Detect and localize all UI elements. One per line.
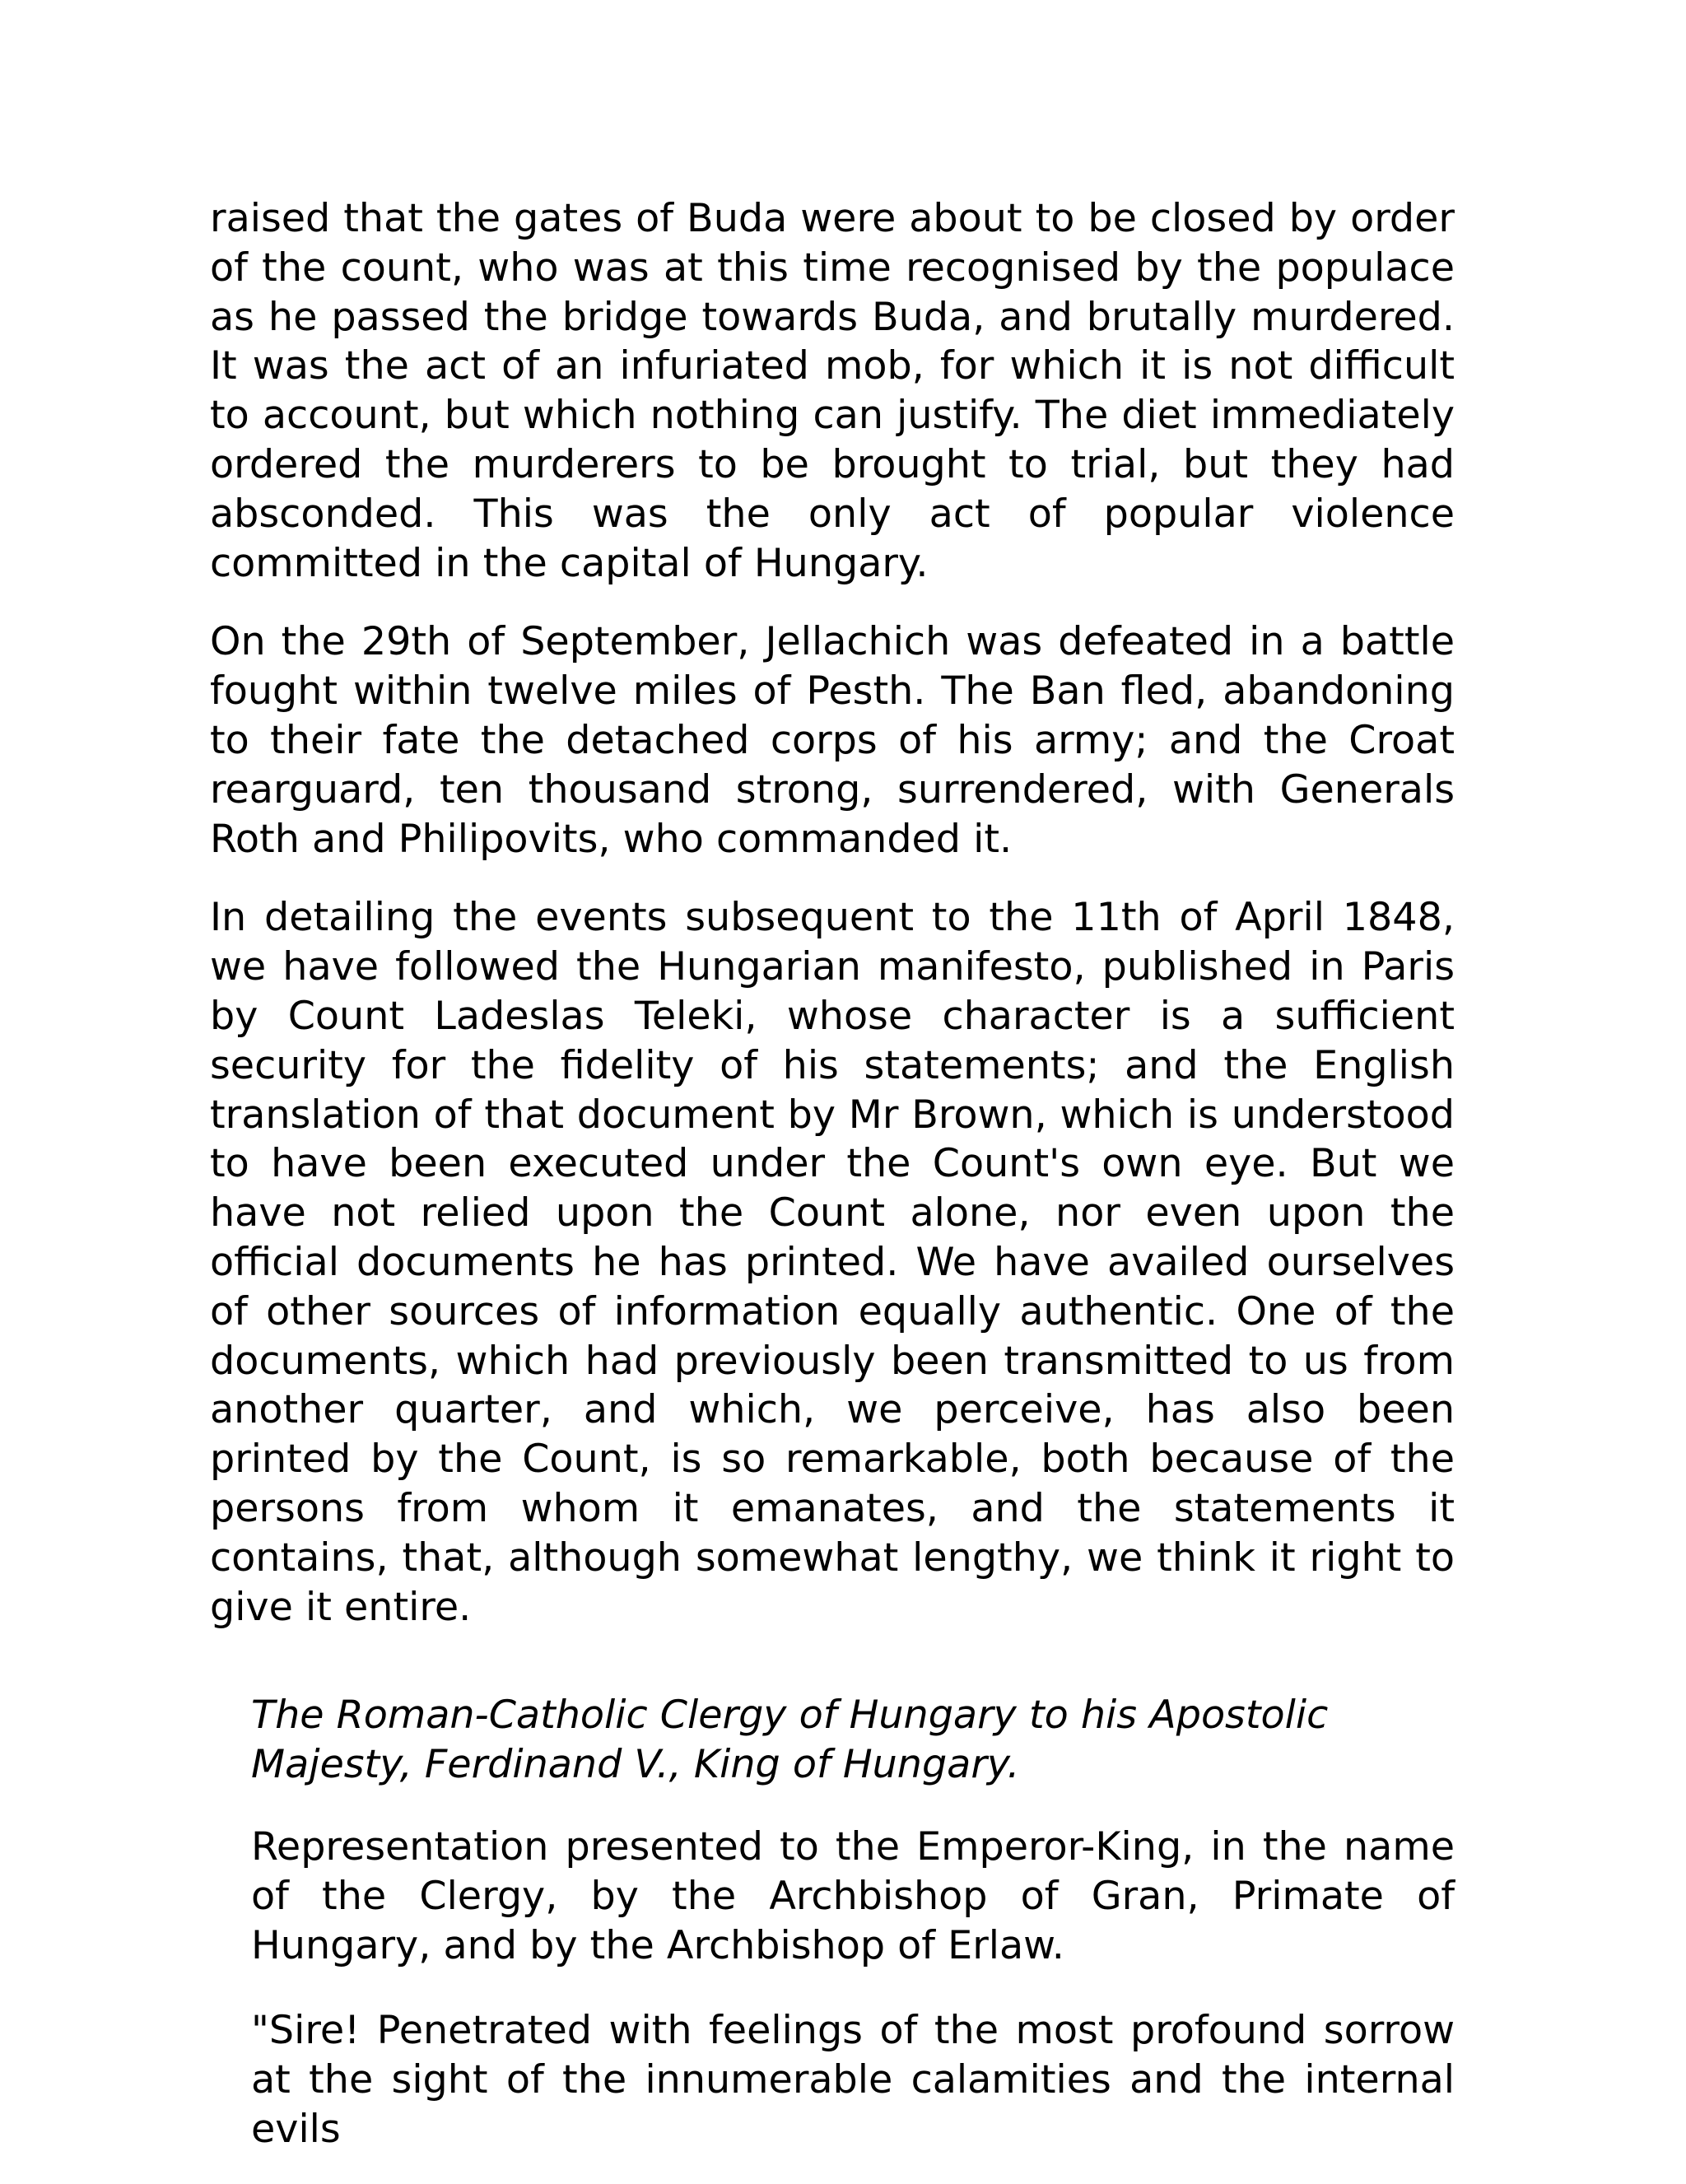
paragraph-jellachich-defeat: On the 29th of September, Jellachich was defeated in a battle fought within twelve miles of Pesth. The Ban fled, abandoning to their fate the detached corps of his army; and the Croat rearguard, ten thousand strong, surrendered, with Generals Roth and Philipovits, who commanded it. xyxy=(210,619,1455,862)
paragraph-buda-murder: raised that the gates of Buda were about to be closed by order of the count, who was at this time recognised by the populace as he passed the bridge towards Buda, and brutally murdered. It was the act of an infuriated mob, for which it is not difficult to account, but which nothing can justify. The diet immediately ordered the murderers to be brought to trial, but they had absconded. This was the only act of popular violence committed in the capital of Hungary. xyxy=(210,196,1455,586)
quoted-document-title: The Roman-Catholic Clergy of Hungary to his Apostolic Majesty, Ferdinand V., King of Hungary. xyxy=(251,1693,1329,1788)
paragraph-manifesto-sources: In detailing the events subsequent to the 11th of April 1848, we have followed the Hungarian manifesto, published in Paris by Count Ladeslas Teleki, whose character is a sufficient security for the fidelity of his statements; and the English translation of that document by Mr Brown, which is understood to have been executed under the Count's own eye. But we have not relied upon the Count alone, nor even upon the official documents he has printed. We have availed ourselves of other sources of information equally authentic. One of the documents, which had previously been transmitted to us from another quarter, and which, we perceive, has also been printed by the Count, is so remarkable, both because of the persons from whom it emanates, and the statements it contains, that, although somewhat lengthy, we think it right to give it entire. xyxy=(210,895,1455,1630)
quoted-document-representation: Representation presented to the Emperor-King, in the name of the Clergy, by the Archbishop of Gran, Primate of Hungary, and by the Archbishop of Erlaw. xyxy=(251,1823,1455,1968)
document-body xyxy=(210,194,1455,2184)
quoted-document-opening: "Sire! Penetrated with feelings of the most profound sorrow at the sight of the innumerable calamities and the internal evils xyxy=(251,2008,1455,2152)
quoted-document xyxy=(251,1691,1455,2154)
